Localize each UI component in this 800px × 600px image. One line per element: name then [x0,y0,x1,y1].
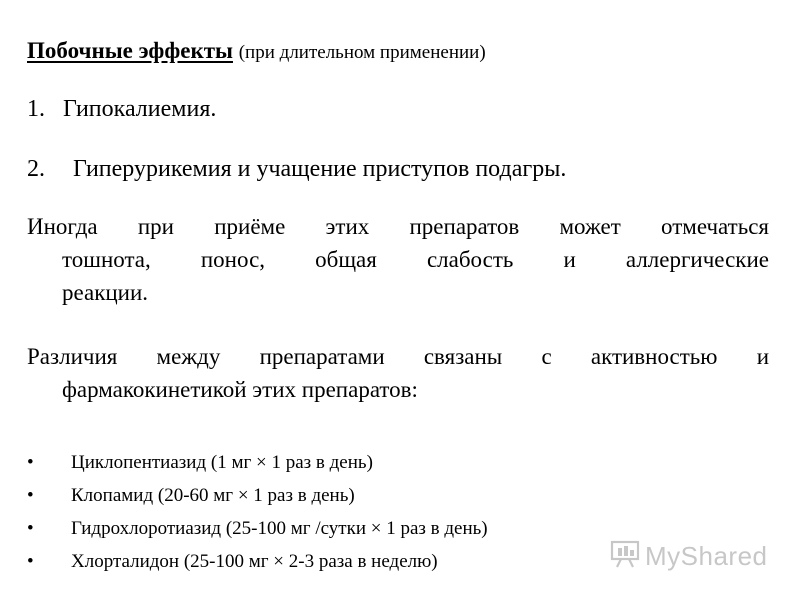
paragraph-line: фармакокинетикой этих препаратов: [62,377,418,402]
list-item-text: Циклопентиазид (1 мг × 1 раз в день) [71,452,373,473]
bullet-icon: • [27,485,34,506]
bullet-icon: • [27,518,34,539]
presentation-board-icon [609,539,641,574]
paragraph-line: тошнота, понос, общая слабость и аллергические [62,247,769,272]
item-text: Гипокалиемия. [63,96,217,122]
paragraph-line: Иногда при приёме этих препаратов может отмечаться [27,214,769,239]
item-text: Гиперурикемия и учащение приступов подагры. [73,156,567,182]
paragraph-line: реакции. [62,280,149,305]
bullet-icon: • [27,452,34,473]
paragraph-line: Различия между препаратами связаны с активностью и [27,344,769,369]
watermark-text: MyShared [645,541,768,571]
title-main: Побочные эффекты [27,38,233,63]
bullet-icon: • [27,551,34,572]
paragraph-differences [27,340,769,406]
watermark [609,539,768,574]
numbered-item-2 [27,154,566,184]
list-item-text: Гидрохлоротиазид (25-100 мг /сутки × 1 раз в день) [71,518,488,539]
slide-title [27,36,486,68]
item-number: 2. [27,156,45,182]
paragraph-side-effects [27,210,769,309]
list-item-text: Клопамид (20-60 мг × 1 раз в день) [71,485,355,506]
title-subtitle: (при длительном применении) [238,42,486,63]
numbered-item-1 [27,94,216,124]
list-item-text: Хлорталидон (25-100 мг × 2-3 раза в неделю) [71,551,438,572]
item-number: 1. [27,96,45,122]
